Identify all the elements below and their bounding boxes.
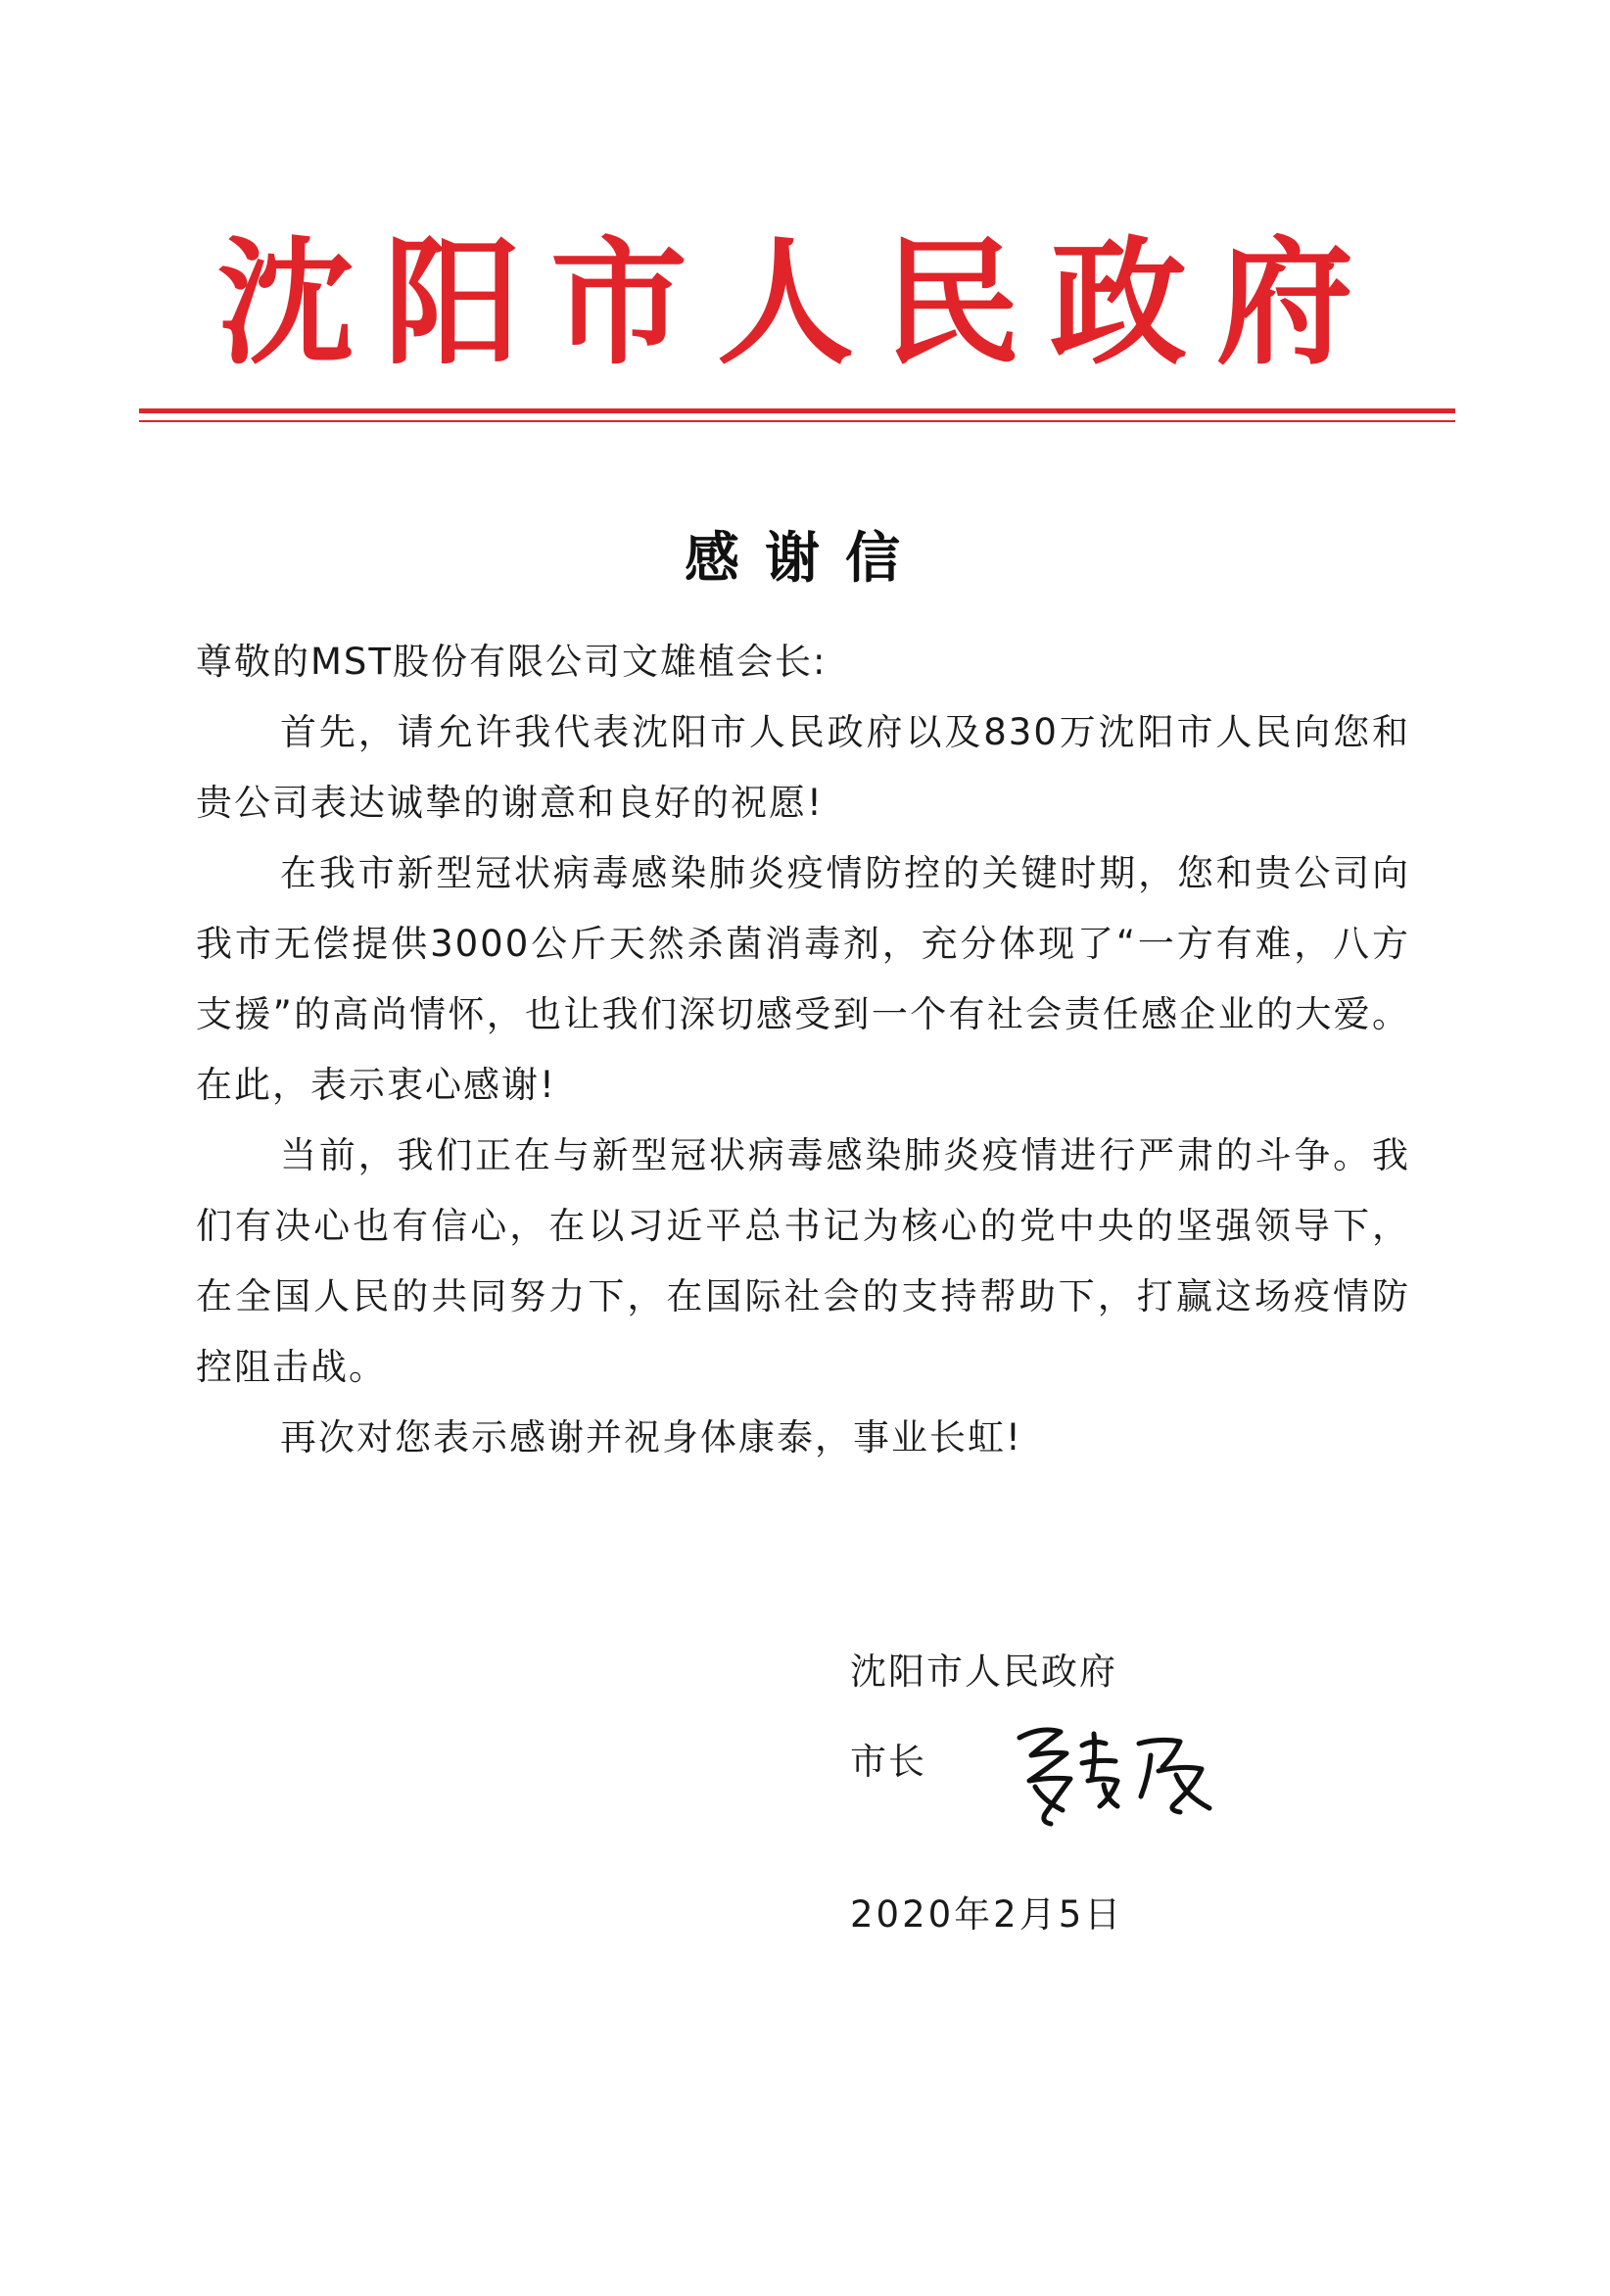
handwritten-signature <box>1002 1716 1237 1834</box>
letter-body <box>196 627 1410 1473</box>
signature-date: 2020年2月5日 <box>850 1893 1124 1936</box>
letterhead-divider-thick <box>139 408 1455 413</box>
paragraph-closing: 再次对您表示感谢并祝身体康泰，事业长虹! <box>280 1416 1022 1459</box>
letterhead-title: 沈阳市人民政府 <box>216 223 1383 384</box>
letterhead-divider-thin <box>139 420 1455 422</box>
salutation: 尊敬的MST股份有限公司文雄植会长: <box>196 641 828 683</box>
paragraph-greeting: 首先，请允许我代表沈阳市人民政府以及830万沈阳市人民向您和贵公司表达诚挚的谢意和良好的祝愿! <box>196 711 1410 824</box>
paragraph-donation: 在我市新型冠状病毒感染肺炎疫情防控的关键时期，您和贵公司向我市无偿提供3000公斤天然杀菌消毒剂，充分体现了“一方有难，八方支援”的高尚情怀，也让我们深切感受到一个有社会责任感企业的大爱。在此，表示衷心感谢! <box>196 852 1410 1106</box>
paragraph-fight: 当前，我们正在与新型冠状病毒感染肺炎疫情进行严肃的斗争。我们有决心也有信心，在以习近平总书记为核心的党中央的坚强领导下，在全国人民的共同努力下，在国际社会的支持帮助下，打赢这场疫情防控阻击战。 <box>196 1134 1410 1388</box>
signature-position: 市长 <box>850 1741 926 1783</box>
document-title: 感谢信 <box>685 526 925 591</box>
signature-organization: 沈阳市人民政府 <box>850 1650 1117 1693</box>
